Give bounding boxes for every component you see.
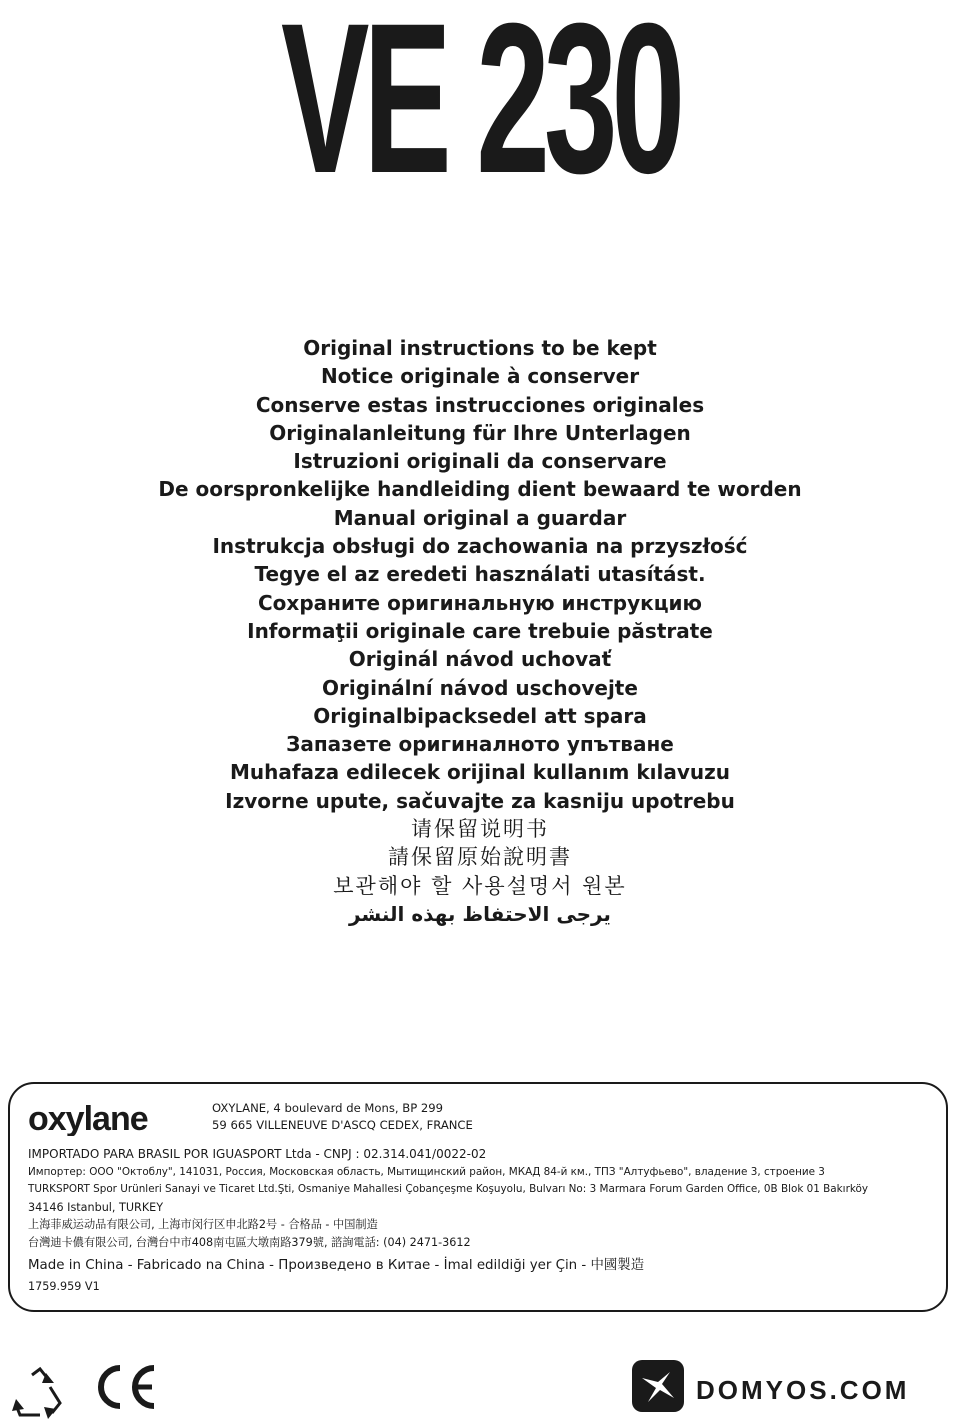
address-line: 59 665 VILLENEUVE D'ASCQ CEDEX, FRANCE — [212, 1118, 473, 1132]
instruction-line: Conserve estas instrucciones originales — [255, 392, 705, 417]
instruction-line: Informaţii originale care trebuie păstrate — [247, 618, 713, 643]
made-in-line: Made in China - Fabricado na China - Произведено в Китае - İmal edildiği yer Çin - 中國製造 — [28, 1258, 645, 1273]
importer-lines — [28, 1146, 868, 1252]
instruction-line: Originál návod uchovať — [348, 647, 612, 672]
oxylane-logo-icon — [28, 1100, 190, 1136]
instruction-line: De oorspronkelijke handleiding dient bewaard te worden — [158, 477, 802, 502]
instruction-line: Originalbipacksedel att spara — [313, 703, 647, 728]
ce-mark-icon — [92, 1360, 160, 1414]
instruction-line: Original instructions to be kept — [303, 336, 657, 360]
instruction-line: Manual original a guardar — [333, 505, 627, 530]
instruction-line: Izvorne upute, sačuvajte za kasniju upotrebu — [225, 788, 735, 813]
instruction-line: Tegye el az eredeti használati utasítást. — [254, 562, 706, 587]
importer-line: Импортер: ООО "Октоблу", 141031, Россия, Московская область, Мытищинский район, МКАД 84-й км., ТПЗ "Алтуфьево", владение 3, строение 3 — [28, 1165, 825, 1178]
importer-line: TURKSPORT Spor Urünleri Sanayi ve Ticaret Ltd.Şti, Osmaniye Mahallesi Çobançeşme Koşuyolu, Bulvarı No: 3 Marmara Forum Garden Office, 0B Blok 01 Bakırköy — [28, 1183, 868, 1196]
instruction-line: يرجى الاحتفاظ بهذه النشر — [349, 901, 611, 926]
manufacturer-address — [212, 1100, 473, 1134]
address-line: OXYLANE, 4 boulevard de Mons, BP 299 — [212, 1101, 444, 1115]
instructions-list — [0, 334, 960, 928]
importer-line: 上海菲威运动品有限公司, 上海市闵行区申北路2号 - 合格品 - 中国制造 — [28, 1218, 378, 1232]
product-code: 1759.959 V1 — [28, 1280, 100, 1293]
instruction-line: 請保留原始說明書 — [388, 845, 572, 870]
instruction-line: Запазете оригиналното упътване — [286, 732, 674, 757]
domyos-logo-icon — [630, 1358, 955, 1416]
instruction-line: Muhafaza edilecek orijinal kullanım kılavuzu — [229, 760, 731, 785]
instruction-line: Notice originale à conserver — [320, 364, 640, 389]
importer-line: 台灣迪卡儂有限公司, 台灣台中市408南屯區大墩南路379號, 諮詢電話: (04) 2471-3612 — [28, 1235, 471, 1249]
oxylane-logo-text: oxylane — [28, 1100, 148, 1136]
instruction-line: 请保留说明书 — [411, 817, 549, 842]
instruction-line: Istruzioni originali da conservare — [293, 449, 667, 474]
instruction-line: Сохраните оригинальную инструкцию — [258, 590, 702, 615]
product-title: VE 230 — [280, 0, 680, 218]
instruction-line: Instrukcja obsługi do zachowania na przyszłość — [212, 534, 748, 559]
importer-line: IMPORTADO PARA BRASIL POR IGUASPORT Ltda - CNPJ : 02.314.041/0022-02 — [28, 1147, 487, 1161]
instruction-line: Originální návod uschovejte — [322, 675, 638, 700]
instruction-line: Originalanleitung für Ihre Unterlagen — [269, 420, 691, 445]
recycle-icon — [10, 1365, 66, 1423]
importer-line: 34146 Istanbul, TURKEY — [28, 1200, 164, 1214]
instruction-line: 보관해야 할 사용설명서 원본 — [333, 873, 627, 898]
domyos-logo-text: DOMYOS.COM — [696, 1375, 910, 1405]
